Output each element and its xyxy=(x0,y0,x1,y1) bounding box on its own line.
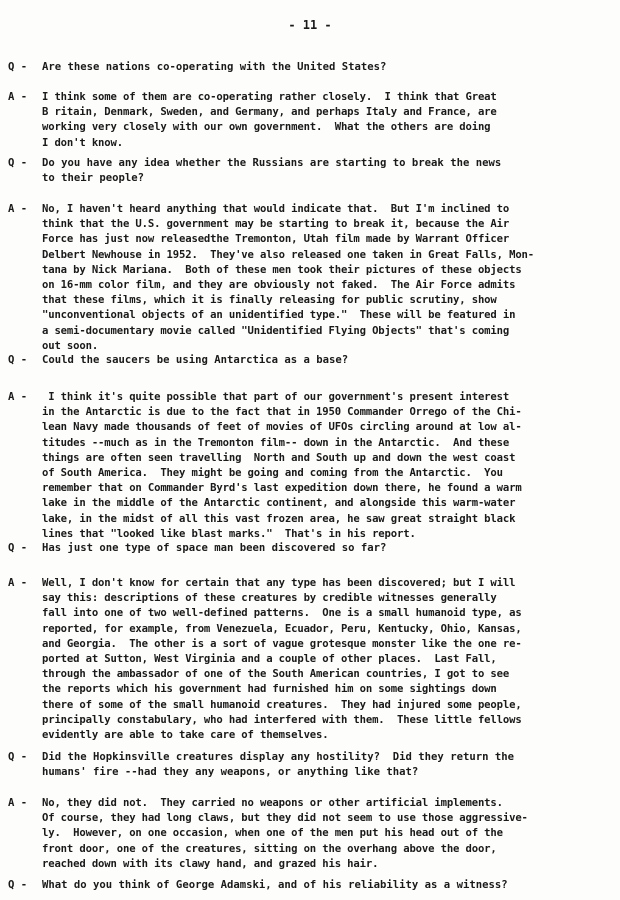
answer-text: I think it's quite possible that part of our government's present interest in the Antarctic is due to the fact that in 1950 Commander Orrego of the Chi- lean Navy made thousands of feet of movies of UFOs circling around at low al- titudes --much as in the Tremonton film-- down in the Antarctic. And these things are often seen travelling North and South up and down the west coast of South America. They might be going and coming from the Antarctic. You remember that on Commander Byrd's last expedition down there, he found a warm lake in the middle of the Antarctic continent, and alongside this warm-water lake, in the midst of all this vast frozen area, he saw great straight black lines that "looked like blast marks." That's in his report. xyxy=(42,391,522,540)
question-text: Are these nations co-operating with the United States? xyxy=(42,61,387,73)
answer-label: A - xyxy=(8,577,28,589)
question-4 xyxy=(8,541,608,556)
answer-text: Well, I don't know for certain that any type has been discovered; but I will say this: descriptions of these creatures by credible witnesses generally fall into one of two well-defined patterns. One is a small humanoid type, as reported, for example, from Venezuela, Ecuador, Peru, Kentucky, Ohio, Kansas, and Georgia. The other is a sort of vague grotesque monster like the one re- ported at Sutton, West Virginia and a couple of other places. Last Fall, through the ambassador of one of the South American countries, I got to see the reports which his government had furnished him on some sightings down there of some of the small humanoid creatures. They had injured some people, principally constabulary, who had interfered with them. These little fellows evidently are able to take care of themselves. xyxy=(42,577,522,742)
answer-2 xyxy=(8,202,608,354)
question-text: Do you have any idea whether the Russians are starting to break the news to their people? xyxy=(42,157,502,185)
question-2 xyxy=(8,156,608,186)
question-label: Q - xyxy=(8,751,28,763)
question-5 xyxy=(8,750,608,780)
answer-label: A - xyxy=(8,797,28,809)
question-label: Q - xyxy=(8,157,28,169)
question-label: Q - xyxy=(8,61,28,73)
question-text: What do you think of George Adamski, and of his reliability as a witness? xyxy=(42,879,508,891)
question-label: Q - xyxy=(8,354,28,366)
question-text: Could the saucers be using Antarctica as a base? xyxy=(42,354,349,366)
question-3 xyxy=(8,353,608,368)
answer-3 xyxy=(8,390,608,542)
answer-text: No, they did not. They carried no weapons or other artificial implements. Of course, they had long claws, but they did not seem to use those aggressive- ly. However, on one occasion, when one of the men put his head out of the front door, one of the creatures, sitting on the overhang above the door, reached down with its clawy hand, and grazed his hair. xyxy=(42,797,528,870)
answer-label: A - xyxy=(8,203,28,215)
question-1 xyxy=(8,60,608,75)
question-label: Q - xyxy=(8,879,28,891)
answer-label: A - xyxy=(8,91,28,103)
answer-1 xyxy=(8,90,608,151)
question-text: Did the Hopkinsville creatures display any hostility? Did they return the humans' fire --had they any weapons, or anything like that? xyxy=(42,751,514,779)
question-label: Q - xyxy=(8,542,28,554)
answer-5 xyxy=(8,796,608,872)
question-6 xyxy=(8,878,608,893)
answer-label: A - xyxy=(8,391,28,403)
answer-text: I think some of them are co-operating rather closely. I think that Great B ritain, Denmark, Sweden, and Germany, and perhaps Italy and France, are working very closely with our own government. What the others are doing I don't know. xyxy=(42,91,497,149)
page-number: - 11 - xyxy=(288,18,332,32)
answer-text: No, I haven't heard anything that would indicate that. But I'm inclined to think that the U.S. government may be starting to break it, because the Air Force has just now releasedthe Tremonton, Utah film made by Warrant Officer Delbert Newhouse in 1952. They've also released one taken in Great Falls, Mon- tana by Nick Mariana. Both of these men took their pictures of these objects on 16-mm color film, and they are obviously not faked. The Air Force admits that these films, which it is finally releasing for public scrutiny, show "unconventional objects of an unidentified type." These will be featured in a semi-documentary movie called "Unidentified Flying Objects" that's coming out soon. xyxy=(42,203,535,352)
answer-4 xyxy=(8,576,608,743)
question-text: Has just one type of space man been discovered so far? xyxy=(42,542,387,554)
